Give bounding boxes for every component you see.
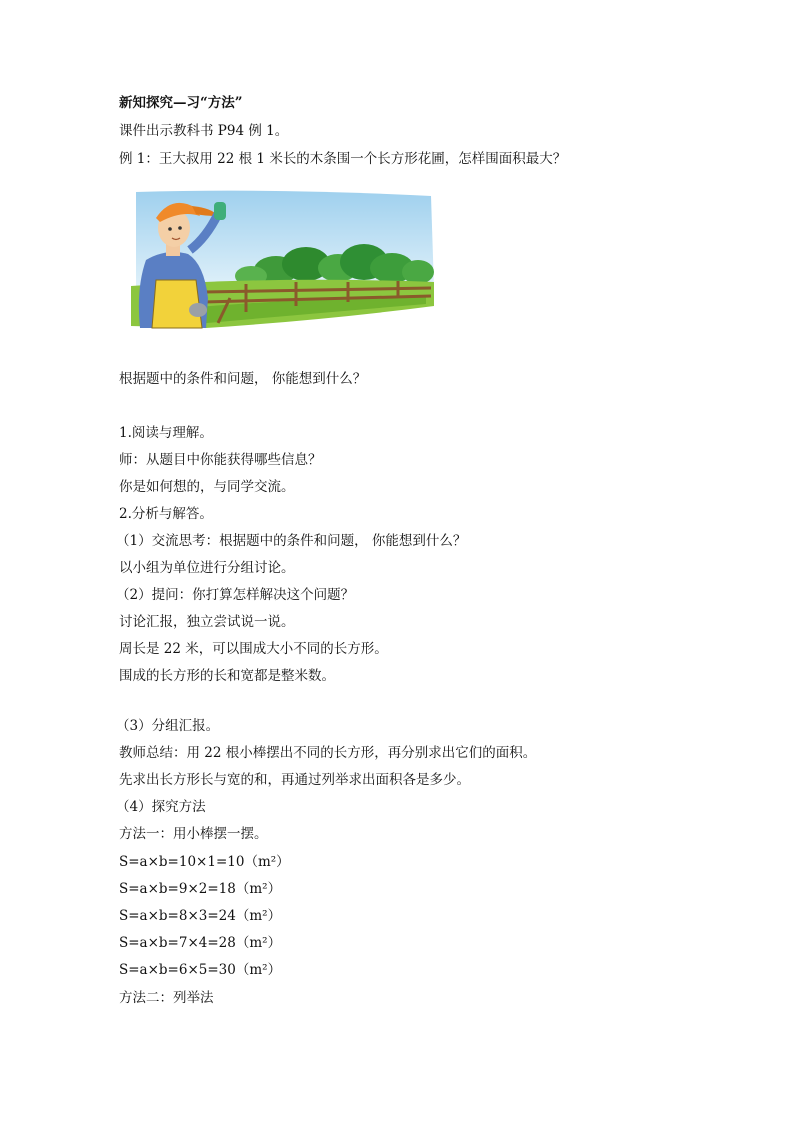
farmer-illustration [126, 188, 436, 330]
method1-text: 方法一：用小棒摆一摆。 [119, 826, 268, 842]
method2-text: 方法二：列举法 [119, 990, 214, 1006]
glove-shape [214, 202, 226, 220]
summary-text: 教师总结：用 22 根小棒摆出不同的长方形，再分别求出它们的面积。 [119, 745, 537, 761]
formula-line: S=a×b=9×2=18（m²） [119, 881, 282, 897]
step2-part4: （4）探究方法 [116, 799, 206, 815]
intro-text: 课件出示教科书 P94 例 1。 [119, 123, 289, 139]
formula-line: S=a×b=10×1=10（m²） [119, 854, 290, 870]
formula-line: S=a×b=6×5=30（m²） [119, 962, 282, 978]
step2-title: 2.分析与解答。 [119, 506, 213, 522]
tool-shape [189, 303, 207, 317]
group-text: 以小组为单位进行分组讨论。 [119, 560, 295, 576]
section-heading: 新知探究—习“方法” [119, 95, 243, 111]
formula-line: S=a×b=8×3=24（m²） [119, 908, 282, 924]
integer-text: 围成的长方形的长和宽都是整米数。 [119, 668, 335, 684]
prompt-question: 根据题中的条件和问题， 你能想到什么？ [119, 371, 367, 387]
step1-title: 1.阅读与理解。 [119, 425, 213, 441]
step2-part1: （1）交流思考：根据题中的条件和问题， 你能想到什么？ [116, 533, 467, 549]
teacher-question: 师：从题目中你能获得哪些信息？ [119, 452, 322, 468]
perimeter-text: 周长是 22 米，可以围成大小不同的长方形。 [119, 641, 388, 657]
discuss-text: 讨论汇报，独立尝试说一说。 [119, 614, 295, 630]
example-problem: 例 1：王大叔用 22 根 1 米长的木条围一个长方形花圃，怎样围面积最大？ [119, 151, 567, 167]
share-text: 你是如何想的，与同学交流。 [119, 479, 295, 495]
summary2-text: 先求出长方形长与宽的和，再通过列举求出面积各是多少。 [119, 772, 470, 788]
step2-part2: （2）提问：你打算怎样解决这个问题？ [116, 587, 355, 603]
step2-part3: （3）分组汇报。 [116, 718, 220, 734]
formula-line: S=a×b=7×4=28（m²） [119, 935, 282, 951]
